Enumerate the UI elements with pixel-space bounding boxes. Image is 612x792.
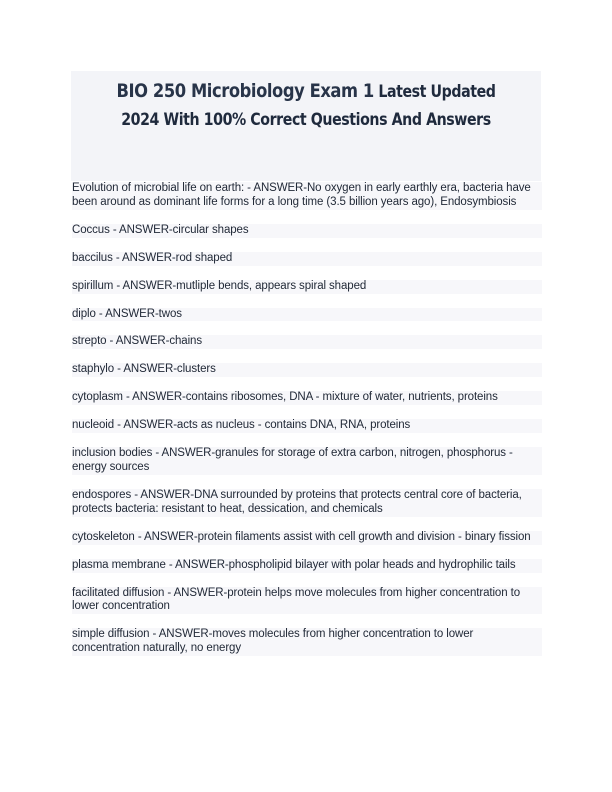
qa-entry: cytoplasm - ANSWER-contains ribosomes, DNA - mixture of water, nutrients, proteins bbox=[72, 391, 542, 405]
qa-entry: cytoskeleton - ANSWER-protein filaments assist with cell growth and division - binary fission bbox=[72, 531, 542, 545]
qa-entry: staphylo - ANSWER-clusters bbox=[72, 363, 542, 377]
qa-entry: strepto - ANSWER-chains bbox=[72, 335, 542, 349]
qa-entry: Coccus - ANSWER-circular shapes bbox=[72, 224, 542, 238]
page-title bbox=[104, 71, 508, 134]
qa-entry: inclusion bodies - ANSWER-granules for storage of extra carbon, nitrogen, phosphorus - energy sources bbox=[72, 447, 542, 475]
qa-list bbox=[72, 181, 542, 670]
title-course: BIO 250 Microbiology Exam 1 bbox=[116, 80, 374, 102]
qa-entry: facilitated diffusion - ANSWER-protein helps move molecules from higher concentration to lower concentration bbox=[72, 587, 542, 615]
qa-entry: Evolution of microbial life on earth: - ANSWER-No oxygen in early earthly era, bacteria have been around as dominant life forms for a long time (3.5 billion years ago), Endosymbiosis bbox=[72, 182, 542, 210]
qa-entry: nucleoid - ANSWER-acts as nucleus - contains DNA, RNA, proteins bbox=[72, 419, 542, 433]
qa-entry: baccilus - ANSWER-rod shaped bbox=[72, 252, 542, 266]
title-subtitle: Latest Updated 2024 With 100% Correct Questions And Answers bbox=[121, 82, 496, 129]
title-banner bbox=[71, 71, 541, 181]
qa-entry: plasma membrane - ANSWER-phospholipid bilayer with polar heads and hydrophilic tails bbox=[72, 559, 542, 573]
qa-entry: endospores - ANSWER-DNA surrounded by proteins that protects central core of bacteria, protects bacteria: resistant to heat, dessication, and chemicals bbox=[72, 489, 542, 517]
qa-entry: simple diffusion - ANSWER-moves molecules from higher concentration to lower concentration naturally, no energy bbox=[72, 628, 542, 656]
qa-entry: diplo - ANSWER-twos bbox=[72, 308, 542, 322]
qa-entry: spirillum - ANSWER-mutliple bends, appears spiral shaped bbox=[72, 280, 542, 294]
